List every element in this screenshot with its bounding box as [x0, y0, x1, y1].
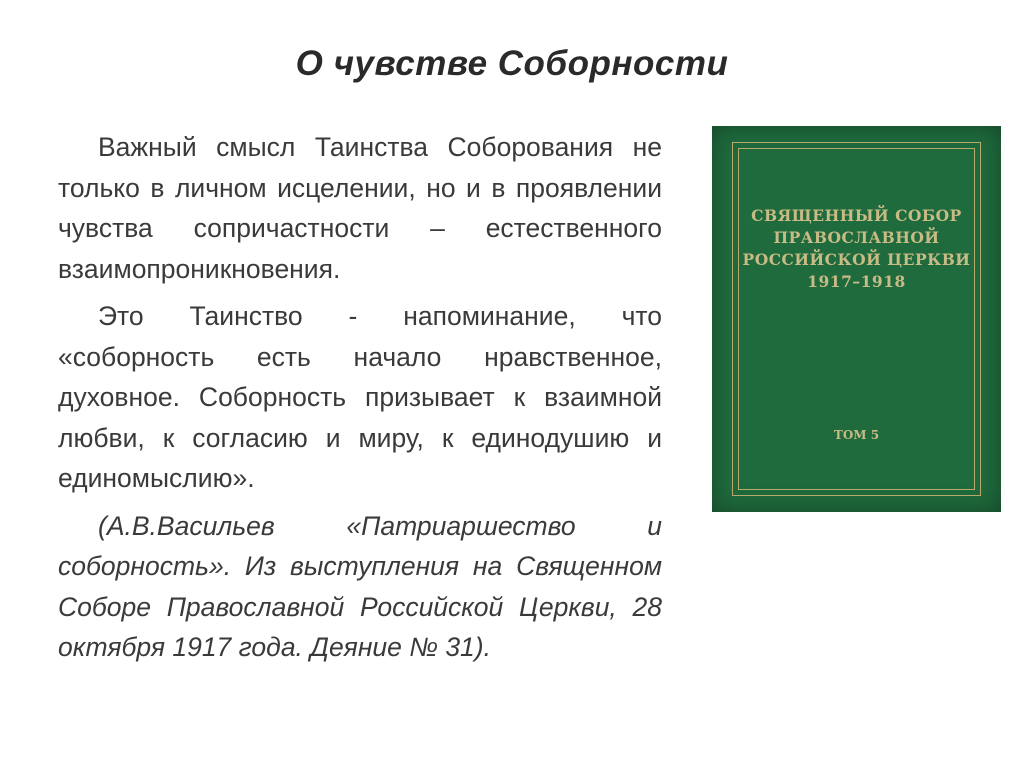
slide-title: О чувстве Соборности	[295, 44, 729, 83]
book-volume: ТОМ 5	[833, 428, 880, 442]
book-title-line: ПРАВОСЛАВНОЙ	[773, 228, 940, 247]
paragraph-meaning: Важный смысл Таинства Соборования не только в личном исцелении, но и в проявлении чувства сопричастности – естественного взаимопроникновения.	[58, 132, 662, 284]
book-title-line: РОССИЙСКОЙ ЦЕРКВИ	[742, 250, 971, 269]
book-title	[712, 205, 1001, 293]
text-body	[58, 127, 662, 675]
book-cover-image	[712, 126, 1001, 512]
book-title-years: 1917–1918	[807, 272, 906, 291]
paragraph-reminder: Это Таинство - напоминание, что «соборность есть начало нравственное, духовное. Соборность призывает к взаимной любви, к согласию и миру, к единодушию и единомыслию».	[58, 301, 662, 493]
paragraph-citation: (А.В.Васильев «Патриаршество и соборность». Из выступления на Священном Соборе Православной Российской Церкви, 28 октября 1917 года. Деяние № 31).	[58, 510, 662, 662]
book-title-line: СВЯЩЕННЫЙ СОБОР	[751, 206, 962, 225]
